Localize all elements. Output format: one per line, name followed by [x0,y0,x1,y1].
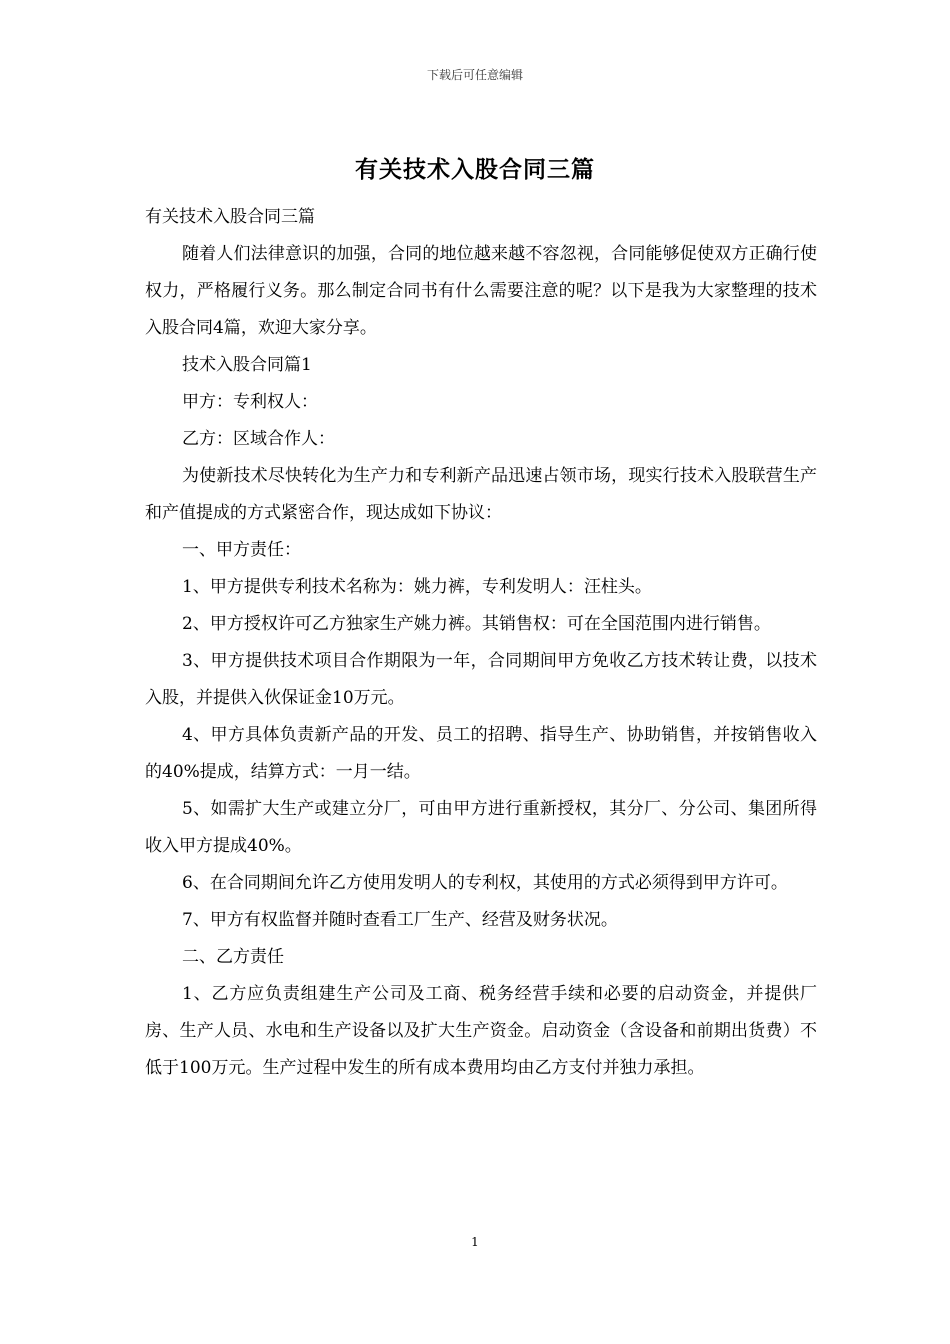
paragraph-party-b-duties-heading: 二、乙方责任 [182,947,284,967]
paragraph-subtitle: 有关技术入股合同三篇 [145,207,315,227]
paragraph-clause-a3: 3、甲方提供技术项目合作期限为一年，合同期间甲方免收乙方技术转让费，以技术入股，并提供入伙保证金10万元。 [145,651,817,708]
paragraph-purpose: 为使新技术尽快转化为生产力和专利新产品迅速占领市场，现实行技术入股联营生产和产值提成的方式紧密合作，现达成如下协议： [145,466,817,523]
paragraph-clause-a2: 2、甲方授权许可乙方独家生产姚力裤。其销售权：可在全国范围内进行销售。 [182,614,771,634]
paragraph-clause-b1: 1、乙方应负责组建生产公司及工商、税务经营手续和必要的启动资金，并提供厂房、生产人员、水电和生产设备以及扩大生产资金。启动资金（含设备和前期出货费）不低于100万元。生产过程中发生的所有成本费用均由乙方支付并独力承担。 [145,984,817,1078]
paragraph-party-a: 甲方：专利权人： [182,392,318,412]
paragraph-section-heading: 技术入股合同篇1 [182,355,312,375]
header-note: 下载后可任意编辑 [426,68,523,82]
paragraph-clause-a1: 1、甲方提供专利技术名称为：姚力裤，专利发明人：汪柱头。 [182,577,652,597]
paragraph-party-b: 乙方：区域合作人： [182,429,335,449]
paragraph-clause-a7: 7、甲方有权监督并随时查看工厂生产、经营及财务状况。 [182,910,618,930]
paragraph-party-a-duties-heading: 一、甲方责任： [182,540,301,560]
document-body [145,199,817,1087]
paragraph-clause-a6: 6、在合同期间允许乙方使用发明人的专利权，其使用的方式必须得到甲方许可。 [182,873,788,893]
paragraph-clause-a5: 5、如需扩大生产或建立分厂，可由甲方进行重新授权，其分厂、分公司、集团所得收入甲方提成40%。 [145,799,817,856]
paragraph-intro: 随着人们法律意识的加强，合同的地位越来越不容忽视，合同能够促使双方正确行使权力，严格履行义务。那么制定合同书有什么需要注意的呢？以下是我为大家整理的技术入股合同4篇，欢迎大家分享。 [145,244,817,338]
page-number: 1 [471,1235,479,1249]
document-title: 有关技术入股合同三篇 [355,156,595,183]
paragraph-clause-a4: 4、甲方具体负责新产品的开发、员工的招聘、指导生产、协助销售，并按销售收入的40%提成，结算方式：一月一结。 [145,725,817,782]
